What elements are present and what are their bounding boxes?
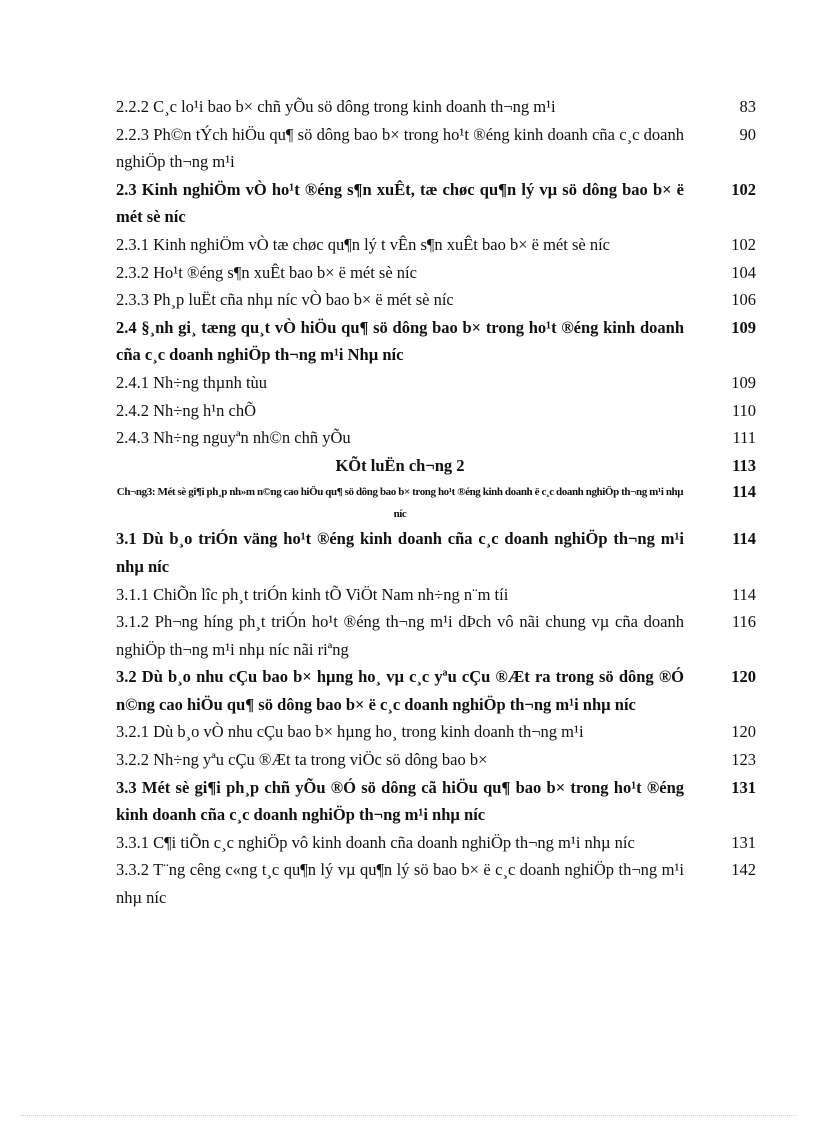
toc-entry [116,581,756,609]
toc-section-heading [116,774,756,829]
toc-section-heading [116,663,756,718]
toc-entry-page: 114 [731,584,756,604]
toc-entry [116,608,756,663]
toc-entry-title: 3.3.1 C¶i tiÕn c¸c nghiÖp vô kinh doanh cña doanh nghiÖp th¬ng m¹i nhµ níc [116,832,635,852]
toc-entry-title: 3.1 Dù b¸o triÓn väng ho¹t ®éng kinh doanh cña c¸c doanh nghiÖp th¬ng m¹i nhµ níc [116,529,684,576]
toc-entry-page: 131 [731,832,756,852]
toc-entry [116,746,756,774]
toc-entry [116,369,756,397]
toc-entry-title: 2.3.1 Kinh nghiÖm vÒ tæ chøc qu¶n lý t vÊn s¶n xuÊt bao b× ë mét sè níc [116,234,610,254]
toc-entry-page: 109 [731,317,756,337]
toc-entry-page: 111 [732,428,756,448]
toc-entry-title: 3.3 Mét sè gi¶i ph¸p chñ yÕu ®Ó sö dông cã hiÖu qu¶ bao b× trong ho¹t ®éng kinh doanh cña c¸c doanh nghiÖp th¬ng m¹i nhµ níc [116,777,684,825]
toc-entry-page: 106 [731,290,756,310]
toc-entry-page: 142 [731,860,756,880]
toc-entry-title: 2.3.2 Ho¹t ®éng s¶n xuÊt bao b× ë mét sè níc [116,262,417,282]
toc-chapter-conclusion [116,452,756,480]
toc-entry-page: 102 [731,234,756,254]
toc-section-heading [116,176,756,231]
toc-entry-title: 2.4.1 Nh÷ng thµnh tùu [116,372,268,392]
toc-section-heading [116,525,756,580]
toc-entry [116,424,756,452]
toc-entry [116,93,756,121]
toc-entry-page: 120 [731,722,756,742]
toc-entry-title: 2.2.2 C¸c lo¹i bao b× chñ yÕu sö dông trong kinh doanh th¬ng m¹i [116,97,556,116]
toc-entry [116,121,756,176]
toc-entry-title: 3.2 Dù b¸o nhu cÇu bao b× hµng ho¸ vµ c¸c yªu cÇu ®Æt ra trong sö dông ®Ó n©ng cao hiÖu qu¶ sö dông bao b× ë c¸c doanh nghiÖp th¬ng m¹i nhµ níc [116,667,684,714]
toc-entry-page: 123 [731,750,756,770]
toc-entry-page: 120 [731,667,756,687]
toc-entry-title: 2.4.2 Nh÷ng h¹n chÕ [116,400,257,420]
toc-entry-page: 109 [731,372,756,392]
toc-entry-title: 3.2.1 Dù b¸o vÒ nhu cÇu bao b× hµng ho¸ trong kinh doanh th¬ng m¹i [116,722,584,742]
toc-entry-page: 114 [732,482,756,502]
toc-entry-title: 2.3 Kinh nghiÖm vÒ ho¹t ®éng s¶n xuÊt, tæ chøc qu¶n lý vµ sö dông bao b× ë mét sè níc [116,179,684,227]
toc-entry-title: 2.3.3 Ph¸p luËt cña nhµ níc vÒ bao b× ë mét sè níc [116,290,454,310]
toc-entry-page: 90 [739,124,756,144]
toc-entry-title: 3.2.2 Nh÷ng yªu cÇu ®Æt ta trong viÖc sö dông bao b× [116,750,488,770]
toc-entry-title: 2.2.3 Ph©n tÝch hiÖu qu¶ sö dông bao b× trong ho¹t ®éng kinh doanh cña c¸c doanh nghiÖp th¬ng m¹i [116,124,684,172]
toc-entry-page: 114 [732,529,756,549]
toc-entry-title: 3.1.1 ChiÕn lîc ph¸t triÓn kinh tÕ ViÖt Nam nh÷ng n¨m tíi [116,584,509,604]
toc-entry-page: 104 [731,262,756,282]
toc-entry [116,231,756,259]
toc-entry-title: 2.4.3 Nh÷ng nguyªn nh©n chñ yÕu [116,428,351,448]
toc-entry-title: 2.4 §¸nh gi¸ tæng qu¸t vÒ hiÖu qu¶ sö dông bao b× trong ho¹t ®éng kinh doanh cña c¸c doanh nghiÖp th¬ng m¹i Nhµ níc [116,317,684,365]
toc-section-heading [116,314,756,369]
toc-entry-page: 102 [731,179,756,199]
toc-chapter-heading [116,481,756,525]
toc-entry-page: 110 [731,400,756,420]
table-of-contents [116,93,756,912]
toc-entry-title: 3.3.2 T¨ng cêng c«ng t¸c qu¶n lý vµ qu¶n lý sö bao b× ë c¸c doanh nghiÖp th¬ng m¹i nhµ níc [116,860,684,908]
toc-entry [116,397,756,425]
toc-entry-title: KÕt luËn ch¬ng 2 [335,455,465,475]
toc-entry [116,286,756,314]
toc-entry [116,259,756,287]
toc-entry-title: Ch¬ng3: Mét sè gi¶i ph¸p nh»m n©ng cao hiÖu qu¶ sö dông bao b× trong ho¹t ®éng kinh doanh ë c¸c doanh nghiÖp th¬ng m¹i nhµ níc [116,486,684,521]
toc-entry-page: 113 [732,455,756,475]
toc-entry-page: 116 [731,612,756,632]
toc-entry [116,718,756,746]
toc-entry-title: 3.1.2 Ph¬ng híng ph¸t triÓn ho¹t ®éng th¬ng m¹i dÞch vô nãi chung vµ cña doanh nghiÖp th¬ng m¹i nhµ níc nãi riªng [116,612,684,659]
toc-entry [116,829,756,857]
page-bottom-divider [20,1115,796,1116]
toc-entry-page: 131 [731,777,756,797]
toc-entry-page: 83 [739,97,756,116]
toc-entry [116,856,756,911]
